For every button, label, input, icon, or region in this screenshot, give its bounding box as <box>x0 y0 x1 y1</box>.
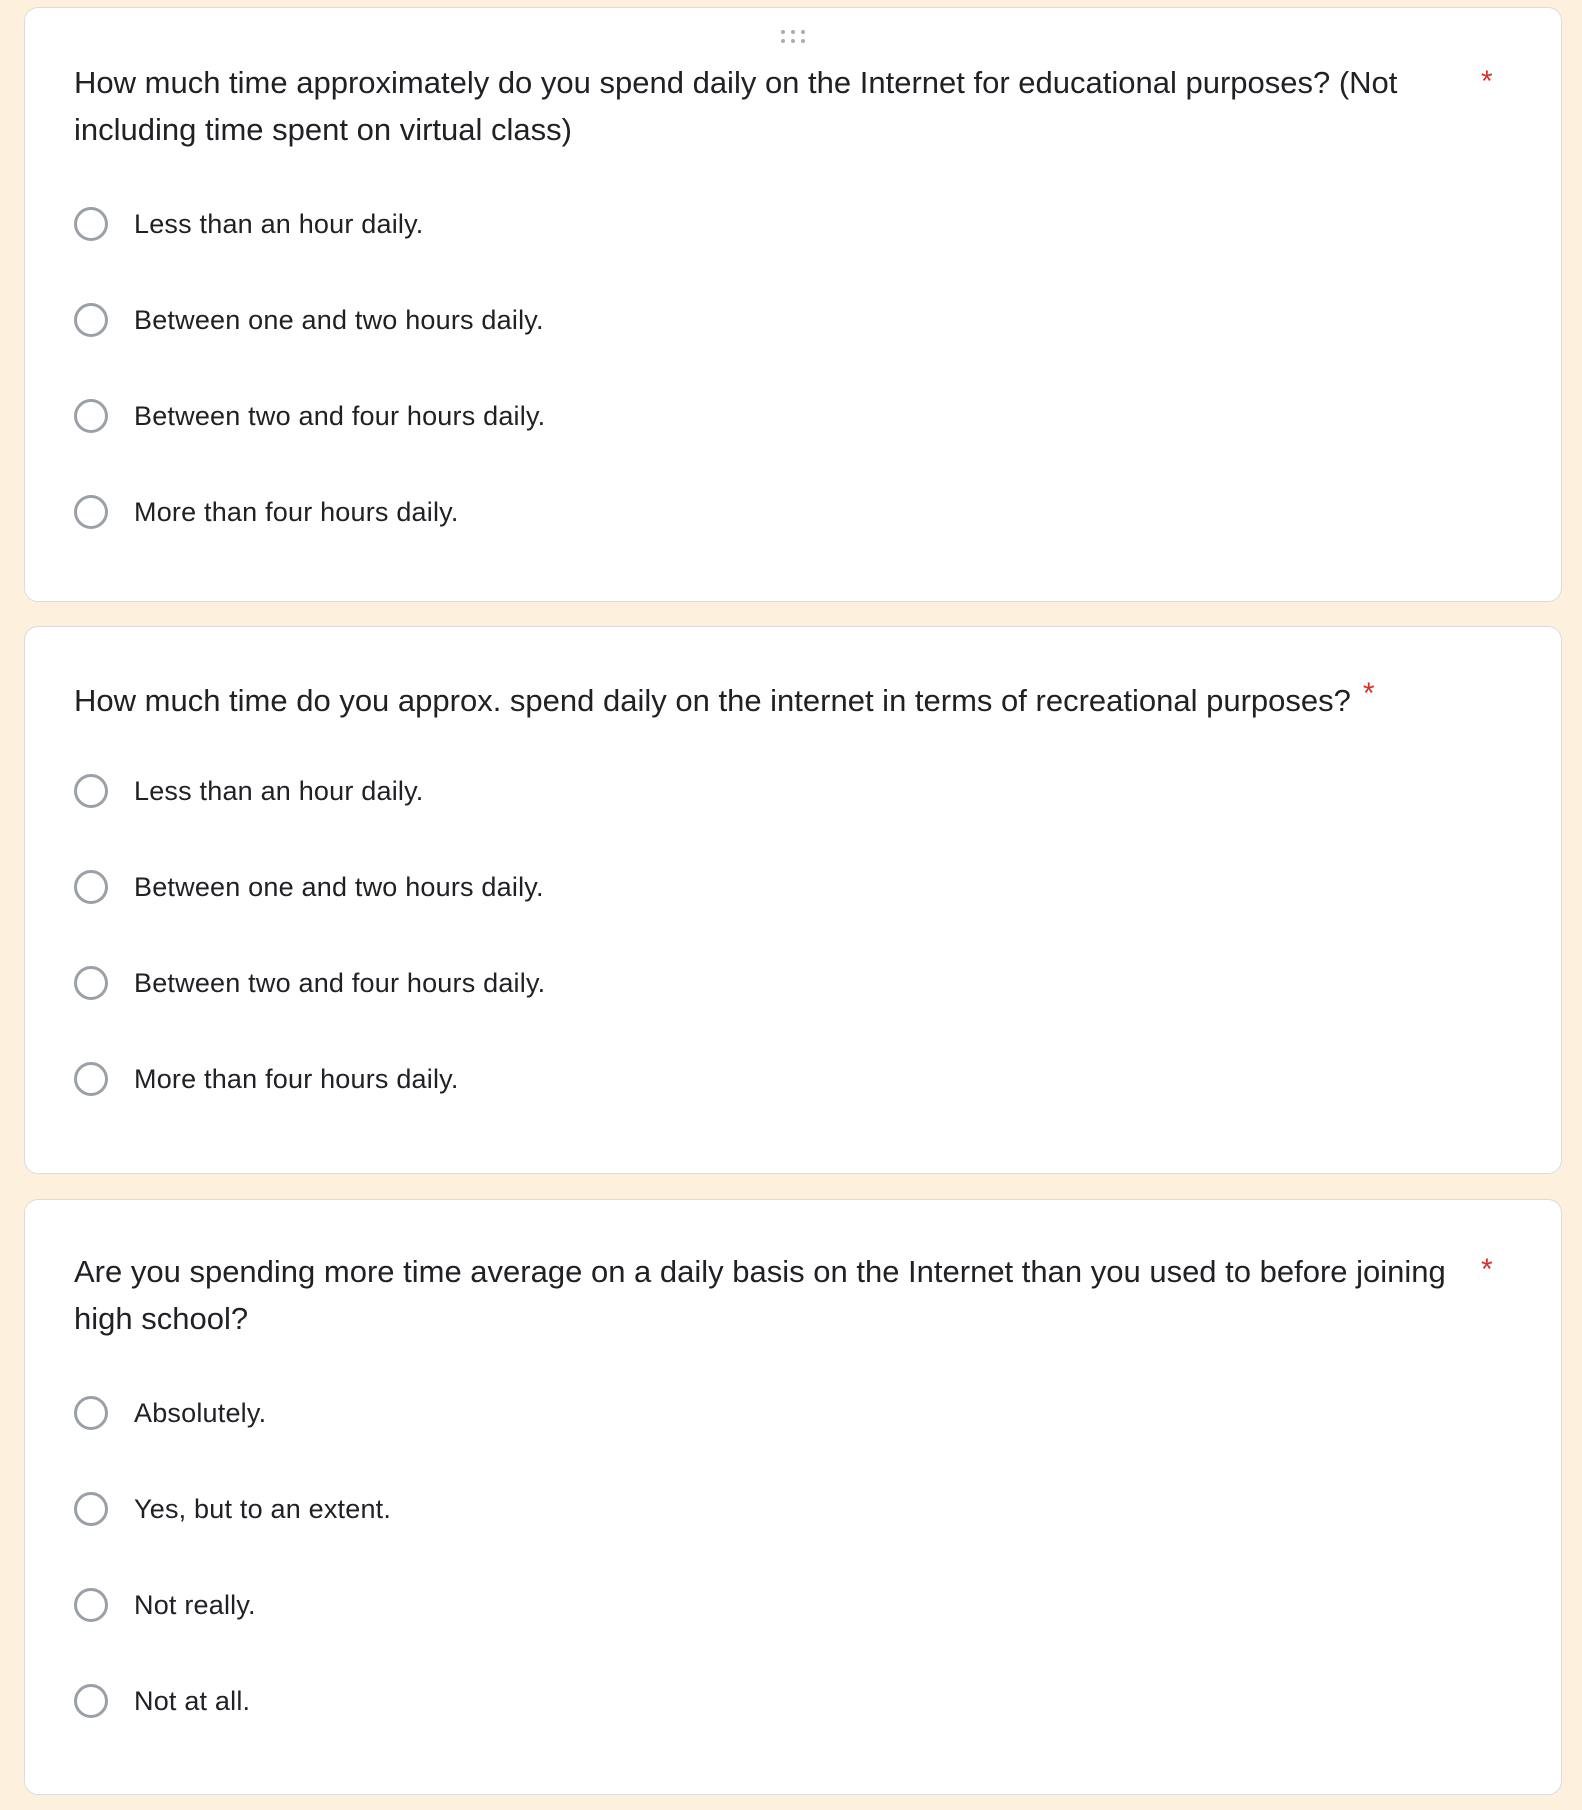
question-card-educational <box>24 7 1562 602</box>
required-asterisk: * <box>1481 1253 1493 1286</box>
option-label: Between one and two hours daily. <box>134 871 544 902</box>
option-row[interactable] <box>74 839 545 935</box>
option-label: Less than an hour daily. <box>134 208 424 239</box>
radio-unchecked-icon[interactable] <box>74 1492 108 1526</box>
radio-unchecked-icon[interactable] <box>74 303 108 337</box>
options-list <box>74 743 545 1127</box>
option-label: Between two and four hours daily. <box>134 400 546 431</box>
question-title: How much time do you approx. spend daily on the internet in terms of recreational purposes? * <box>74 677 1375 718</box>
question-title: How much time approximately do you spend daily on the Internet for educational purposes? (Not including time spent on virtual class) <box>74 65 1398 147</box>
radio-unchecked-icon[interactable] <box>74 774 108 808</box>
option-row[interactable] <box>74 1653 391 1749</box>
option-row[interactable] <box>74 1365 391 1461</box>
option-label: Between two and four hours daily. <box>134 967 546 998</box>
option-label: Absolutely. <box>134 1397 267 1428</box>
option-row[interactable] <box>74 464 545 560</box>
option-row[interactable] <box>74 1461 391 1557</box>
radio-unchecked-icon[interactable] <box>74 1684 108 1718</box>
options-list <box>74 176 545 560</box>
option-row[interactable] <box>74 1031 545 1127</box>
option-row[interactable] <box>74 272 545 368</box>
option-row[interactable] <box>74 935 545 1031</box>
option-label: Not really. <box>134 1589 256 1620</box>
question-card-recreational <box>24 626 1562 1174</box>
radio-unchecked-icon[interactable] <box>74 1062 108 1096</box>
required-asterisk: * <box>1481 65 1493 98</box>
radio-unchecked-icon[interactable] <box>74 870 108 904</box>
options-list <box>74 1365 391 1749</box>
radio-unchecked-icon[interactable] <box>74 966 108 1000</box>
option-label: Between one and two hours daily. <box>134 304 544 335</box>
radio-unchecked-icon[interactable] <box>74 1396 108 1430</box>
required-asterisk: * <box>1362 677 1375 710</box>
option-row[interactable] <box>74 176 545 272</box>
option-label: Yes, but to an extent. <box>134 1493 392 1524</box>
option-label: More than four hours daily. <box>134 1063 459 1094</box>
option-row[interactable] <box>74 743 545 839</box>
radio-unchecked-icon[interactable] <box>74 207 108 241</box>
radio-unchecked-icon[interactable] <box>74 495 108 529</box>
option-row[interactable] <box>74 368 545 464</box>
option-label: More than four hours daily. <box>134 496 459 527</box>
question-title: Are you spending more time average on a daily basis on the Internet than you used to before joining high school? <box>74 1254 1446 1336</box>
option-row[interactable] <box>74 1557 391 1653</box>
question-card-high-school <box>24 1199 1562 1795</box>
option-label: Less than an hour daily. <box>134 775 424 806</box>
drag-handle-icon[interactable] <box>777 30 809 46</box>
option-label: Not at all. <box>134 1685 251 1716</box>
radio-unchecked-icon[interactable] <box>74 399 108 433</box>
radio-unchecked-icon[interactable] <box>74 1588 108 1622</box>
